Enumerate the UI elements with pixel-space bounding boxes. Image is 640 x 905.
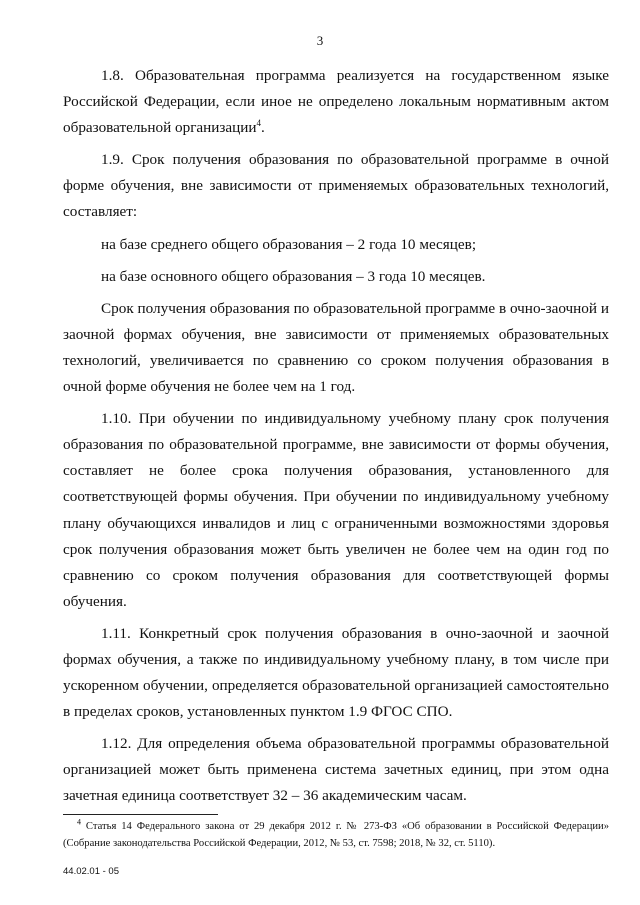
- paragraph-1-10: 1.10. При обучении по индивидуальному учебному плану срок получения образования по образовательной программе, вне зависимости от формы обучения, составляет не более срока получения образования, установленного для соответствующей формы обучения. При обучении по индивидуальному учебному плану обучающихся инвалидов и лиц с ограниченными возможностями здоровья срок получения образования может быть увеличен не более чем на один год по сравнению со сроком получения образования для соответствующей формы обучения.: [63, 410, 609, 610]
- paragraph-1-12: 1.12. Для определения объема образовательной программы образовательной организацией может быть применена система зачетных единиц, при этом одна зачетная единица соответствует 32 – 36 академическим часам.: [63, 735, 609, 805]
- paragraph-part-time-term: Срок получения образования по образовательной программе в очно-заочной и заочной формах обучения, вне зависимости от применяемых образовательных технологий, увеличивается по сравнению со сроком получения образования в очной форме обучения не более чем на 1 год.: [63, 299, 609, 396]
- footnote-mark: 4: [77, 817, 81, 827]
- paragraph-1-11: 1.11. Конкретный срок получения образования в очно-заочной и заочной формах обучения, а также по индивидуальному учебному плану, в том числе при ускоренном обучении, определяется образовательной организацией самостоятельно в пределах сроков, установленных пунктом 1.9 ФГОС СПО.: [63, 624, 609, 721]
- paragraph-1-8: [63, 63, 609, 141]
- paragraph-1-9: 1.9. Срок получения образования по образовательной программе в очной форме обучения, вне зависимости от применяемых образовательных технологий, составляет:: [63, 151, 609, 221]
- body-text: [63, 63, 609, 810]
- document-code: 44.02.01 - 05: [63, 866, 119, 877]
- footnote-reference[interactable]: 4: [256, 118, 262, 129]
- paragraph-tail: .: [261, 119, 265, 137]
- paragraph-text: 1.8. Образовательная программа реализуется на государственном языке Российской Федерации, если иное не определено локальным нормативным актом образовательной организации: [63, 67, 609, 137]
- paragraph-basic-basis: на базе основного общего образования – 3 года 10 месяцев.: [101, 267, 486, 285]
- paragraph-secondary-basis: на базе среднего общего образования – 2 года 10 месяцев;: [101, 235, 477, 253]
- footnote: [63, 818, 609, 852]
- footnote-text: Статья 14 Федерального закона от 29 декабря 2012 г. № 273-ФЗ «Об образовании в Российской Федерации» (Собрание законодательства Российской Федерации, 2012, № 53, ст. 7598; 2018, № 32, ст. 5110).: [63, 821, 609, 849]
- page-number: 3: [316, 33, 324, 48]
- footnote-divider: [63, 814, 218, 815]
